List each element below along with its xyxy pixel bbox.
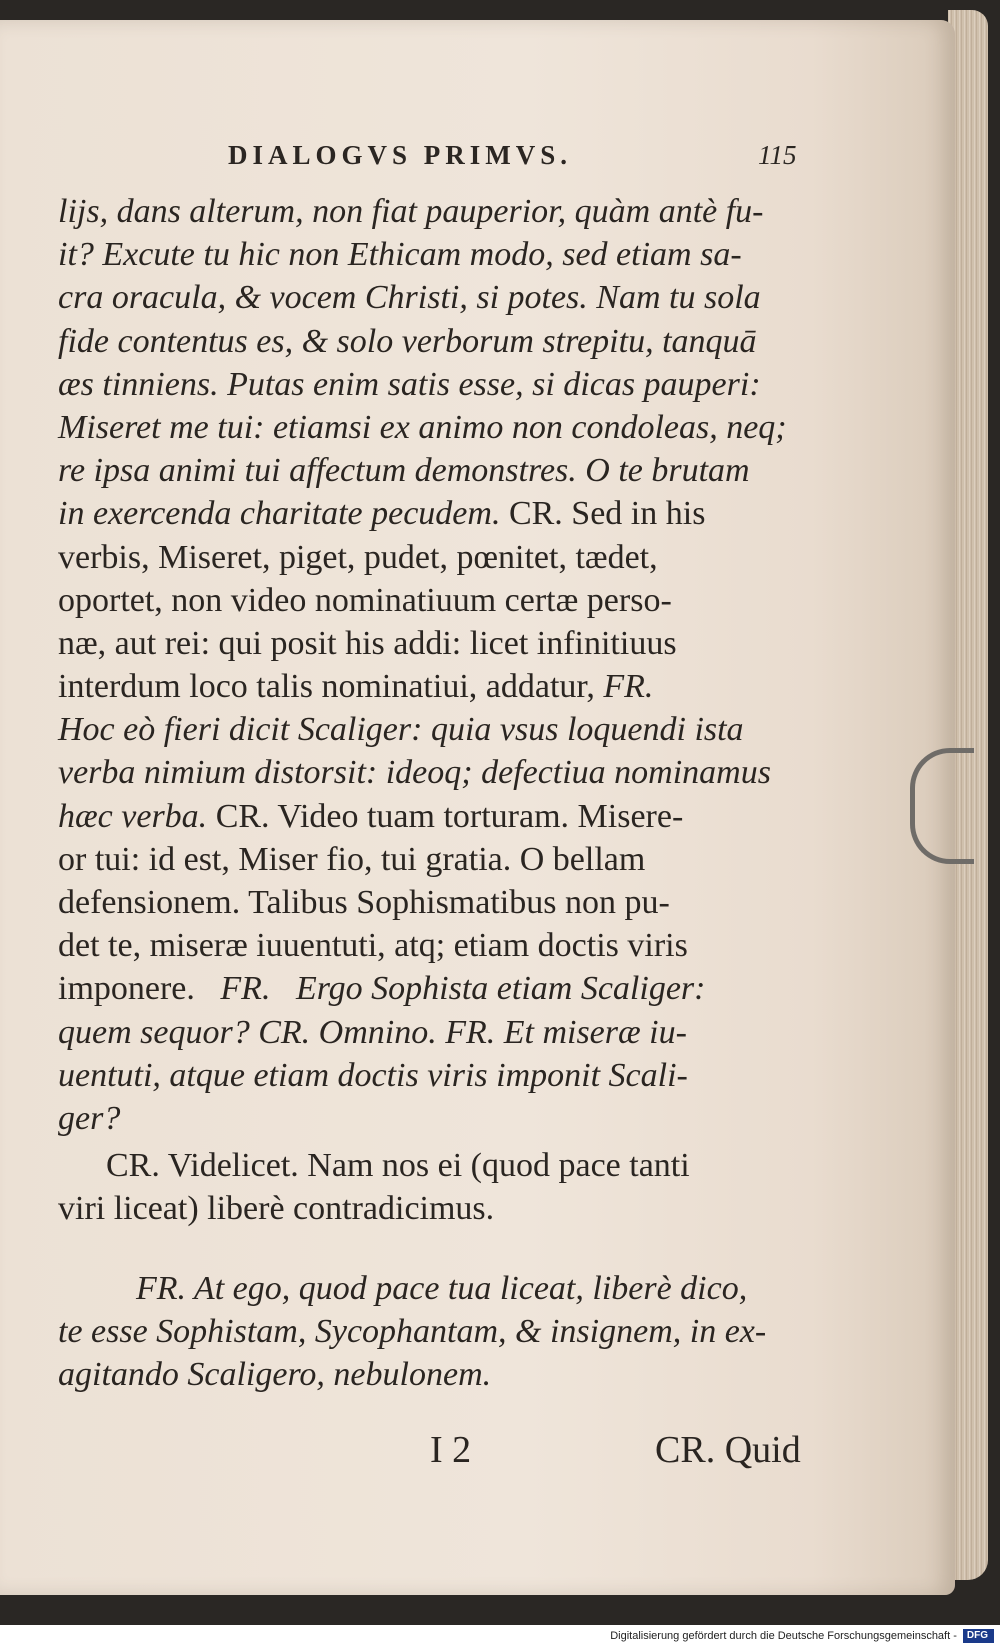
line-text: ger? bbox=[58, 1099, 121, 1137]
page-number: 115 bbox=[758, 140, 797, 170]
running-head: DIALOGVS PRIMVS. bbox=[228, 140, 573, 170]
text-line bbox=[58, 363, 818, 406]
line-text: uentuti, atque etiam doctis viris imponit Scali- bbox=[58, 1056, 688, 1094]
line-text: Hoc eò fieri dicit Scaliger: quia vsus loquendi ista bbox=[58, 711, 744, 749]
text-line bbox=[58, 320, 818, 363]
body-text bbox=[58, 190, 818, 1396]
text-line bbox=[58, 190, 818, 233]
signature-mark: I 2 bbox=[430, 1429, 472, 1471]
dfg-logo: DFG bbox=[963, 1629, 994, 1643]
line-text: Miseret me tui: etiamsi ex animo non condoleas, neq; bbox=[58, 408, 787, 446]
text-line bbox=[58, 751, 818, 794]
funding-bar bbox=[0, 1625, 1000, 1647]
text-line bbox=[58, 276, 818, 319]
line-text: defensionem. Talibus Sophismatibus non pu- bbox=[58, 884, 670, 921]
line-text: verbis, Miseret, piget, pudet, pœnitet, tædet, bbox=[58, 538, 658, 576]
funding-note: Digitalisierung gefördert durch die Deutsche Forschungsgemeinschaft - bbox=[610, 1630, 957, 1642]
line-text: in exercenda charitate pecudem. bbox=[58, 495, 501, 533]
paragraph-gap bbox=[58, 1231, 818, 1267]
text-line: te esse Sophistam, Sycophantam, & insignem, in ex- bbox=[58, 1312, 767, 1350]
page-header bbox=[0, 140, 955, 176]
line-text: or tui: id est, Miser fio, tui gratia. O bellam bbox=[58, 840, 646, 878]
text-line bbox=[58, 233, 818, 276]
text-line bbox=[58, 665, 818, 708]
text-line bbox=[58, 536, 818, 579]
line-tail: CR. Sed in his bbox=[500, 495, 706, 533]
text-line bbox=[58, 579, 818, 622]
line-text: interdum loco talis nominatiui, addatur, bbox=[58, 668, 595, 706]
line-text: verba nimium distorsit: ideoq; defectiua nominamus bbox=[58, 754, 771, 792]
line-text: fide contentus es, & solo verborum strepitu, tanquā bbox=[58, 322, 757, 360]
text-line bbox=[58, 881, 818, 924]
text-line bbox=[58, 838, 818, 881]
text-line bbox=[58, 1054, 818, 1097]
text-line bbox=[58, 1011, 818, 1054]
catchword: CR. Quid bbox=[655, 1429, 801, 1471]
line-text: quem sequor? CR. Omnino. FR. Et miseræ iu- bbox=[58, 1013, 687, 1051]
line-text: re ipsa animi tui affectum demonstres. O te brutam bbox=[58, 452, 750, 490]
line-text: det te, miseræ iuuentuti, atq; etiam doctis viris bbox=[58, 927, 688, 965]
line-text: imponere. bbox=[58, 970, 195, 1008]
text-line bbox=[58, 622, 818, 665]
text-line bbox=[58, 492, 818, 535]
text-line bbox=[58, 449, 818, 492]
line-text: it? Excute tu hic non Ethicam modo, sed etiam sa- bbox=[58, 236, 742, 274]
line-text: cra oracula, & vocem Christi, si potes. Nam tu sola bbox=[58, 279, 761, 317]
line-text: æs tinniens. Putas enim satis esse, si dicas pauperi: bbox=[58, 365, 761, 403]
text-line bbox=[58, 406, 818, 449]
text-line: CR. Videlicet. Nam nos ei (quod pace tanti bbox=[106, 1147, 690, 1185]
line-text: oportet, non video nominatiuum certæ perso- bbox=[58, 581, 672, 619]
line-text: lijs, dans alterum, non fiat pauperior, quàm antè fu- bbox=[58, 193, 764, 230]
text-line bbox=[58, 708, 818, 751]
text-line bbox=[58, 795, 818, 838]
line-text: hæc verba. bbox=[58, 797, 208, 835]
text-line: viri liceat) liberè contradicimus. bbox=[58, 1190, 495, 1228]
page-clip bbox=[910, 748, 974, 864]
text-line: FR. At ego, quod pace tua liceat, liberè dico, bbox=[136, 1269, 748, 1307]
text-line bbox=[58, 924, 818, 967]
text-line bbox=[58, 967, 818, 1010]
line-text: næ, aut rei: qui posit his addi: licet infinitiuus bbox=[58, 624, 677, 662]
line-tail: CR. Video tuam torturam. Misere- bbox=[207, 797, 684, 835]
text-line bbox=[58, 1097, 818, 1140]
text-line: agitando Scaligero, nebulonem. bbox=[58, 1355, 492, 1393]
page-footer bbox=[0, 1428, 955, 1478]
line-tail: FR. bbox=[594, 668, 654, 706]
line-tail: FR. Ergo Sophista etiam Scaliger: bbox=[194, 970, 706, 1008]
